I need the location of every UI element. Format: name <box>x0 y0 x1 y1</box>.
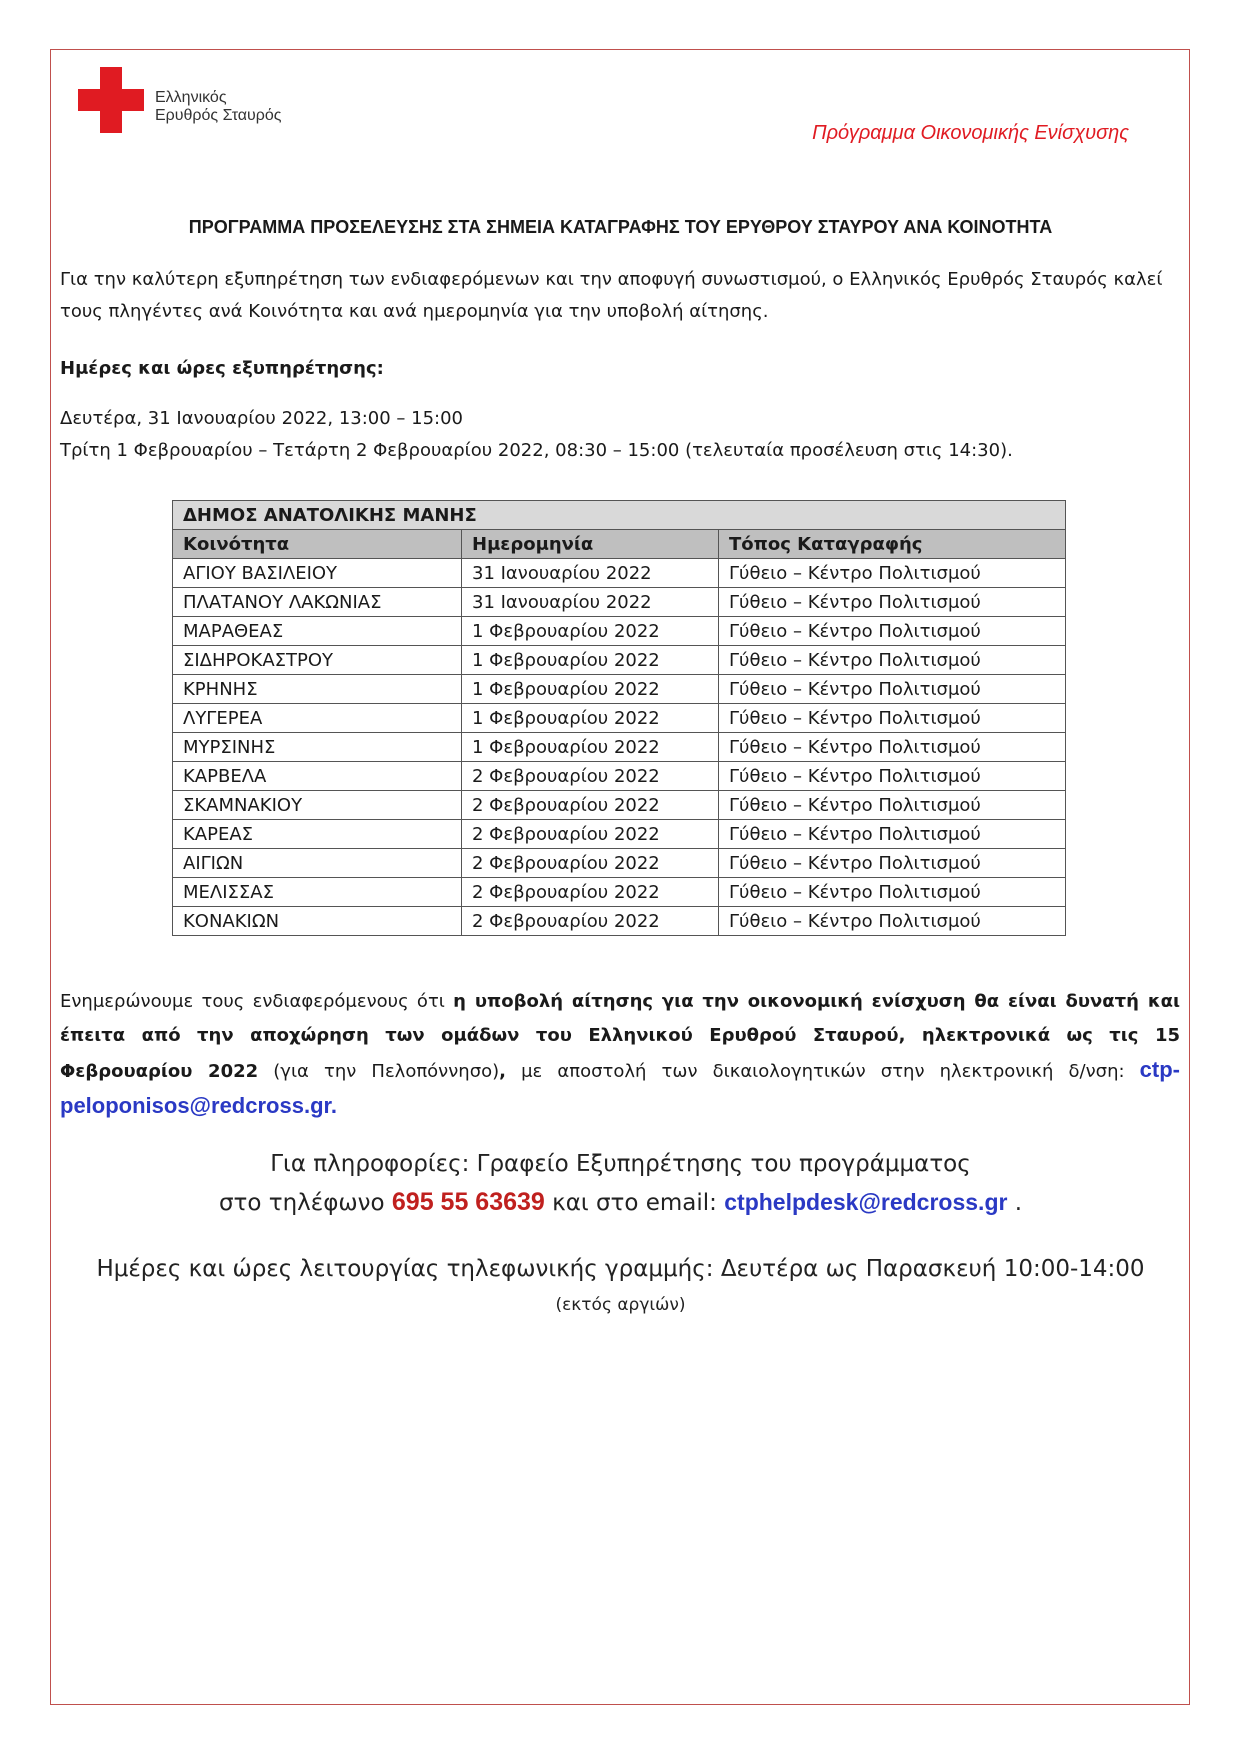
cell-location: Γύθειο – Κέντρο Πολιτισμού <box>719 791 1066 820</box>
cell-community: ΣΙΔΗΡΟΚΑΣΤΡΟΥ <box>173 646 462 675</box>
contact-phone-email-line <box>0 1188 1241 1217</box>
header-date: Ημερομηνία <box>462 530 719 559</box>
registration-table <box>172 500 1066 936</box>
table-row <box>173 646 1066 675</box>
cell-location: Γύθειο – Κέντρο Πολιτισμού <box>719 907 1066 936</box>
cell-date: 1 Φεβρουαρίου 2022 <box>462 733 719 762</box>
cell-community: ΜΑΡΑΘΕΑΣ <box>173 617 462 646</box>
header-location: Τόπος Καταγραφής <box>719 530 1066 559</box>
cell-date: 2 Φεβρουαρίου 2022 <box>462 762 719 791</box>
table-row <box>173 878 1066 907</box>
header-community: Κοινότητα <box>173 530 462 559</box>
red-cross-logo <box>78 67 298 137</box>
table-row <box>173 675 1066 704</box>
cell-location: Γύθειο – Κέντρο Πολιτισμού <box>719 849 1066 878</box>
cell-location: Γύθειο – Κέντρο Πολιτισμού <box>719 820 1066 849</box>
cell-community: ΚΑΡΕΑΣ <box>173 820 462 849</box>
cell-location: Γύθειο – Κέντρο Πολιτισμού <box>719 878 1066 907</box>
cell-date: 31 Ιανουαρίου 2022 <box>462 588 719 617</box>
table-row <box>173 849 1066 878</box>
cell-community: ΑΙΓΙΩΝ <box>173 849 462 878</box>
table-row <box>173 907 1066 936</box>
schedule-line-1: Δευτέρα, 31 Ιανουαρίου 2022, 13:00 – 15:00 <box>60 408 464 429</box>
notice-bold-1: η υποβολή αίτησης για την οικονομική ενίσχυση θα είναι δυνατή και έπειτα από την αποχώρηση των ομάδων του Ελληνικού Ερυθρού Σταυρού, ηλεκτρονικά ως τις 15 Φεβρουαρίου 2022 <box>60 991 1180 1082</box>
email-suffix: . <box>1007 1190 1023 1216</box>
cell-date: 2 Φεβρουαρίου 2022 <box>462 791 719 820</box>
table-header-row <box>173 530 1066 559</box>
table-row <box>173 617 1066 646</box>
logo-line-1: Ελληνικός <box>155 89 227 106</box>
cell-community: ΑΓΙΟΥ ΒΑΣΙΛΕΙΟΥ <box>173 559 462 588</box>
cell-date: 1 Φεβρουαρίου 2022 <box>462 617 719 646</box>
cell-location: Γύθειο – Κέντρο Πολιτισμού <box>719 762 1066 791</box>
cell-date: 1 Φεβρουαρίου 2022 <box>462 646 719 675</box>
cell-date: 31 Ιανουαρίου 2022 <box>462 559 719 588</box>
table-title-row <box>173 501 1066 530</box>
cell-location: Γύθειο – Κέντρο Πολιτισμού <box>719 646 1066 675</box>
hotline-hours-note: (εκτός αργιών) <box>555 1295 686 1315</box>
cell-community: ΣΚΑΜΝΑΚΙΟΥ <box>173 791 462 820</box>
cell-date: 1 Φεβρουαρίου 2022 <box>462 704 719 733</box>
intro-paragraph: Για την καλύτερη εξυπηρέτηση των ενδιαφερόμενων και την αποφυγή συνωστισμού, ο Ελληνικός Ερυθρός Σταυρός καλεί τους πληγέντες ανά Κοινότητα και ανά ημερομηνία για την υποβολή αίτησης. <box>60 269 1163 322</box>
table-row <box>173 559 1066 588</box>
cell-community: ΜΕΛΙΣΣΑΣ <box>173 878 462 907</box>
submission-email-link[interactable]: ctp-peloponisos@redcross.gr <box>60 1057 1180 1118</box>
page-title: ΠΡΟΓΡΑΜΜΑ ΠΡΟΣΕΛΕΥΣΗΣ ΣΤΑ ΣΗΜΕΙΑ ΚΑΤΑΓΡΑΦΗΣ ΤΟΥ ΕΡΥΘΡΟΥ ΣΤΑΥΡΟΥ ΑΝΑ ΚΟΙΝΟΤΗΤΑ <box>188 217 1053 237</box>
notice-bold-2: , <box>499 1061 506 1082</box>
cell-location: Γύθειο – Κέντρο Πολιτισμού <box>719 588 1066 617</box>
schedule-block <box>60 403 1180 467</box>
cell-community: ΚΡΗΝΗΣ <box>173 675 462 704</box>
table-title: ΔΗΜΟΣ ΑΝΑΤΟΛΙΚΗΣ ΜΑΝΗΣ <box>173 501 1066 530</box>
cell-location: Γύθειο – Κέντρο Πολιτισμού <box>719 559 1066 588</box>
table-row <box>173 733 1066 762</box>
cell-community: ΚΟΝΑΚΙΩΝ <box>173 907 462 936</box>
schedule-line-2: Τρίτη 1 Φεβρουαρίου – Τετάρτη 2 Φεβρουαρίου 2022, 08:30 – 15:00 (τελευταία προσέλευση στις 14:30). <box>60 440 1013 461</box>
helpdesk-email-link[interactable]: ctphelpdesk@redcross.gr <box>724 1189 1008 1215</box>
cell-location: Γύθειο – Κέντρο Πολιτισμού <box>719 675 1066 704</box>
table-row <box>173 820 1066 849</box>
table-row <box>173 704 1066 733</box>
table-row <box>173 588 1066 617</box>
hotline-hours: Ημέρες και ώρες λειτουργίας τηλεφωνικής γραμμής: Δευτέρα ως Παρασκευή 10:00-14:00 <box>96 1256 1145 1282</box>
cell-date: 1 Φεβρουαρίου 2022 <box>462 675 719 704</box>
notice-end: . <box>330 1093 337 1118</box>
cell-date: 2 Φεβρουαρίου 2022 <box>462 878 719 907</box>
email-prefix: και στο email: <box>544 1190 725 1216</box>
table-row <box>173 762 1066 791</box>
service-hours-heading: Ημέρες και ώρες εξυπηρέτησης: <box>60 358 384 379</box>
cell-date: 2 Φεβρουαρίου 2022 <box>462 907 719 936</box>
red-cross-icon <box>78 67 144 133</box>
notice-text-3: με αποστολή των δικαιολογητικών στην ηλεκτρονική δ/νση: <box>506 1061 1140 1082</box>
table-row <box>173 791 1066 820</box>
contact-info-line: Για πληροφορίες: Γραφείο Εξυπηρέτησης του προγράμματος <box>270 1151 971 1177</box>
cell-location: Γύθειο – Κέντρο Πολιτισμού <box>719 617 1066 646</box>
program-title: Πρόγραμμα Οικονομικής Ενίσχυσης <box>812 122 1129 144</box>
notice-paragraph <box>60 985 1180 1125</box>
cell-location: Γύθειο – Κέντρο Πολιτισμού <box>719 704 1066 733</box>
phone-prefix: στο τηλέφωνο <box>218 1190 392 1216</box>
cell-community: ΠΛΑΤΑΝΟΥ ΛΑΚΩΝΙΑΣ <box>173 588 462 617</box>
logo-line-2: Ερυθρός Σταυρός <box>155 107 282 124</box>
logo-wordmark <box>155 89 282 125</box>
notice-text-2: (για την Πελοπόννησο) <box>258 1061 500 1082</box>
helpdesk-phone-number[interactable]: 695 55 63639 <box>391 1188 545 1216</box>
cell-date: 2 Φεβρουαρίου 2022 <box>462 849 719 878</box>
cell-location: Γύθειο – Κέντρο Πολιτισμού <box>719 733 1066 762</box>
cell-community: ΜΥΡΣΙΝΗΣ <box>173 733 462 762</box>
cell-date: 2 Φεβρουαρίου 2022 <box>462 820 719 849</box>
notice-text-1: Ενημερώνουμε τους ενδιαφερόμενους ότι <box>60 991 454 1012</box>
cell-community: ΛΥΓΕΡΕΑ <box>173 704 462 733</box>
cell-community: ΚΑΡΒΕΛΑ <box>173 762 462 791</box>
